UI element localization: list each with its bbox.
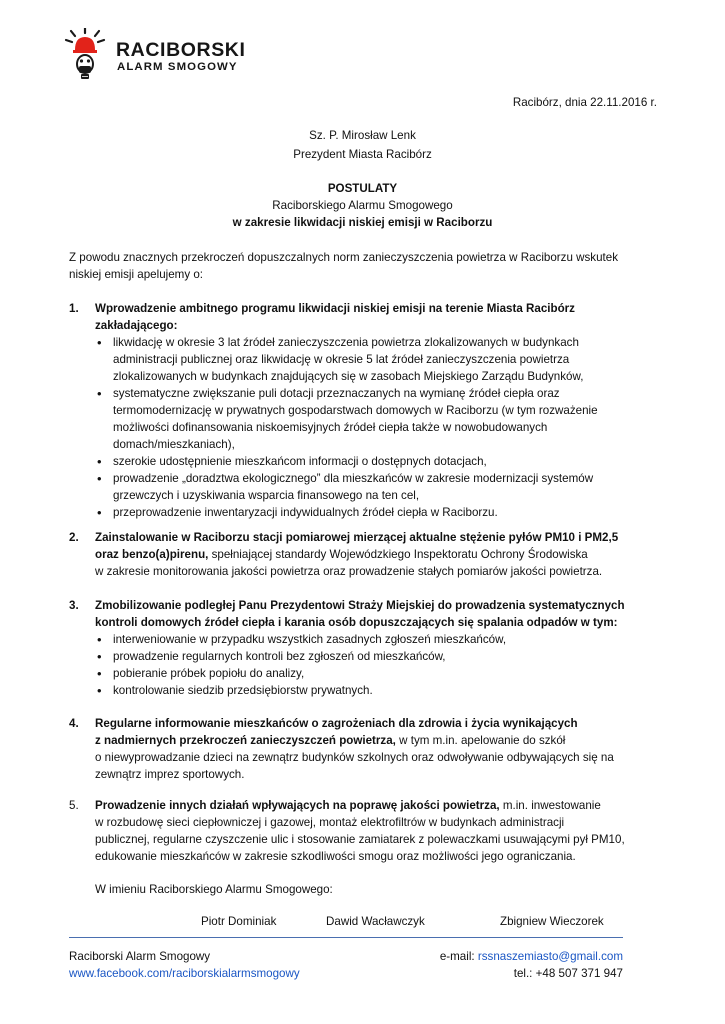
- list-item: • interweniowanie w przypadku wszystkich zasadnych zgłoszeń mieszkańców,: [95, 631, 669, 648]
- postulate-line: Regularne informowanie mieszkańców o zagrożeniach dla zdrowia i życia wynikających: [95, 717, 578, 730]
- postulate-line: [95, 732, 669, 749]
- list-item-line: • szerokie udostępnienie mieszkańcom informacji o dostępnych dotacjach,: [113, 455, 487, 468]
- postulate-line: Zainstalowanie w Raciborzu stacji pomiarowej mierzącej aktualne stężenie pyłów PM10 i PM2,5: [95, 531, 619, 544]
- postulate-bold-text: Prowadzenie innych działań wpływających na poprawę jakości powietrza,: [95, 799, 500, 812]
- postulate-1: [69, 300, 669, 521]
- postulate-text: [95, 715, 669, 783]
- list-item: [95, 453, 669, 470]
- email-link[interactable]: rssnaszemiasto@gmail.com: [477, 950, 623, 963]
- intro-line: niskiej emisji apelujemy o:: [69, 268, 204, 281]
- intro-paragraph: [69, 249, 659, 283]
- document-subtitle: Raciborskiego Alarmu Smogowego: [272, 199, 453, 212]
- logo-title: RACIBORSKI: [116, 39, 246, 61]
- intro-line: Z powodu znacznych przekroczeń dopuszczalnych norm zanieczyszczenia powietrza w Raciborzu wskutek: [69, 251, 619, 264]
- postulate-4: [69, 715, 669, 783]
- list-item: • prowadzenie regularnych kontroli bez zgłoszeń od mieszkańców,: [95, 648, 669, 665]
- postulate-line: w rozbudowę sieci ciepłowniczej i gazowej, montaż elektrofiltrów w budynkach administracji: [95, 816, 565, 829]
- postulate-heading-line: Zmobilizowanie podległej Panu Prezydentowi Straży Miejskiej do prowadzenia systematycznych: [95, 599, 625, 612]
- facebook-link[interactable]: www.facebook.com/raciborskialarmsmogowy: [69, 967, 300, 980]
- postulate-line: [95, 546, 669, 563]
- list-item-line: • systematyczne zwiększanie puli dotacji przeznaczanych na wymianę źródeł ciepła oraz: [113, 387, 560, 400]
- list-item: [95, 470, 669, 504]
- bullet-list: [95, 334, 669, 521]
- signatory-name: Dawid Wacławczyk: [326, 915, 425, 928]
- postulate-line: w zakresie monitorowania jakości powietrza oraz prowadzenie stałych pomiarów jakości powietrza.: [95, 565, 603, 578]
- postulate-number: 4.: [69, 717, 79, 730]
- postulate-heading-line: Wprowadzenie ambitnego programu likwidacji niskiej emisji na terenie Miasta Racibórz: [95, 302, 575, 315]
- postulate-line: zewnątrz imprez sportowych.: [95, 768, 245, 781]
- signatory-name: Piotr Dominiak: [201, 915, 277, 928]
- signatory-name: Zbigniew Wieczorek: [500, 915, 604, 928]
- footer-email: [440, 948, 623, 965]
- list-item-line: • likwidację w okresie 3 lat źródeł zanieczyszczenia powietrza zlokalizowanych w budynkach: [113, 336, 579, 349]
- list-item-line: zlokalizowanych w budynkach znajdujących się w zasobach Miejskiego Zarządu Budynków,: [113, 370, 584, 383]
- logo-subtitle: ALARM SMOGOWY: [117, 61, 238, 73]
- list-item: • pobieranie próbek popiołu do analizy,: [95, 665, 669, 682]
- document-title: POSTULATY: [327, 182, 398, 195]
- postulate-text: [95, 797, 669, 865]
- list-item-line: możliwości dofinansowania niskoemisyjnych źródeł ciepła także w nowobudowanych: [113, 421, 548, 434]
- postulate-text: [95, 529, 669, 580]
- document-subject: w zakresie likwidacji niskiej emisji w Raciborzu: [232, 216, 493, 229]
- logo: [62, 28, 262, 84]
- footer-organization: Raciborski Alarm Smogowy: [69, 950, 211, 963]
- postulate-line: edukowanie mieszkańców w zakresie szkodliwości smogu oraz możliwości jego ograniczania.: [95, 850, 576, 863]
- postulate-bold-text: z nadmiernych przekroczeń zanieczyszczeń powietrza,: [95, 734, 396, 747]
- postulate-text-rest: m.in. inwestowanie: [499, 799, 601, 812]
- list-item: • kontrolowanie siedzib przedsiębiorstw prywatnych.: [95, 682, 669, 699]
- list-item: [95, 334, 669, 385]
- postulate-number: 1.: [69, 302, 79, 315]
- postulate-number: 2.: [69, 531, 79, 544]
- alarm-siren-icon: [62, 28, 110, 84]
- postulate-text-rest: spełniającej standardy Wojewódzkiego Inspektoratu Ochrony Środowiska: [208, 548, 588, 561]
- postulate-heading: [95, 300, 669, 334]
- postulate-3: [69, 597, 669, 699]
- postulate-heading-line: zakładającego:: [95, 319, 178, 332]
- postulate-number: 5.: [69, 799, 79, 812]
- addressee-name: Sz. P. Mirosław Lenk: [309, 129, 416, 142]
- postulate-number: 3.: [69, 599, 79, 612]
- postulate-bold-text: oraz benzo(a)pirenu,: [95, 548, 209, 561]
- postulate-line: publicznej, regularne czyszczenie ulic i stosowanie zamiatarek z polewaczkami usuwającymi pył PM10,: [95, 833, 625, 846]
- postulate-line: [95, 797, 669, 814]
- postulate-heading: [95, 597, 669, 631]
- postulate-line: o niewyprowadzanie dzieci na zewnątrz budynków szkolnych oraz odwoływanie odbywających się na: [95, 751, 614, 764]
- list-item-line: termomodernizację w prywatnych gospodarstwach domowych w Raciborzu (w tym rozważenie: [113, 404, 598, 417]
- list-item-line: domach/mieszkaniach),: [113, 438, 235, 451]
- postulate-5: [69, 797, 669, 865]
- closing-text: W imieniu Raciborskiego Alarmu Smogowego:: [95, 883, 333, 896]
- list-item: [95, 385, 669, 453]
- postulate-heading-line: kontroli domowych źródeł ciepła i karania osób dopuszczających się spalania odpadów w tym:: [95, 616, 618, 629]
- postulate-text-rest: w tym m.in. apelowanie do szkół: [395, 734, 566, 747]
- list-item-line: administracji publicznej oraz likwidację w okresie 5 lat źródeł zanieczyszczenia powietrza: [113, 353, 570, 366]
- postulate-2: [69, 529, 669, 580]
- list-item: [95, 504, 669, 521]
- letter-date: Racibórz, dnia 22.11.2016 r.: [512, 96, 657, 109]
- addressee-title: Prezydent Miasta Racibórz: [293, 148, 432, 161]
- email-label: e-mail:: [439, 950, 478, 963]
- list-item-line: • przeprowadzenie inwentaryzacji indywidualnych źródeł ciepła w Raciborzu.: [113, 506, 498, 519]
- bullet-list: [95, 631, 669, 699]
- list-item-line: grzewczych i uzyskiwania wsparcia finansowego na ten cel,: [113, 489, 420, 502]
- footer-phone: tel.: +48 507 371 947: [513, 967, 623, 980]
- footer-divider: [69, 937, 623, 938]
- list-item-line: • prowadzenie „doradztwa ekologicznego” dla mieszkańców w zakresie modernizacji systemów: [113, 472, 594, 485]
